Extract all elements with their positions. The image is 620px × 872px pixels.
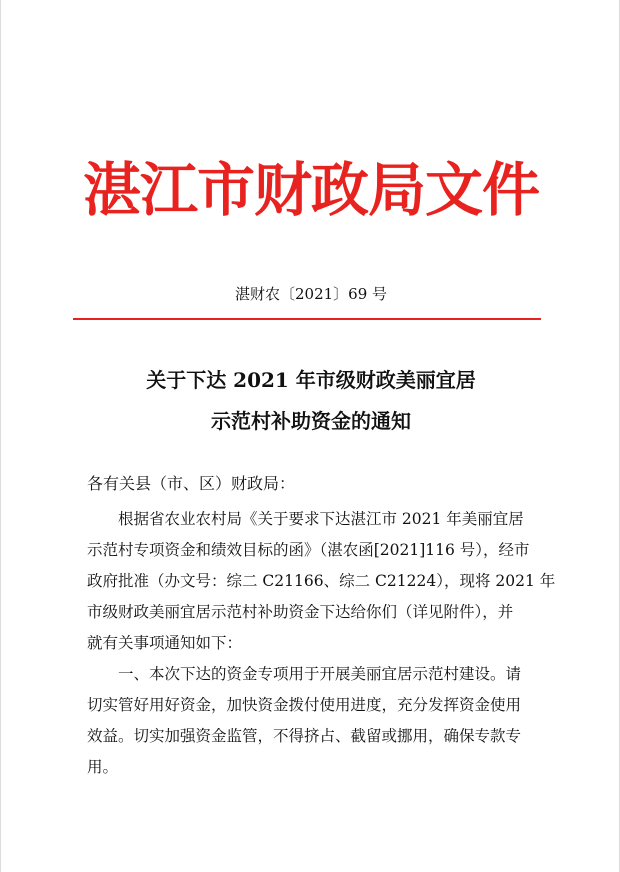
body-line-8: 效益。切实加强资金监管，不得挤占、截留或挪用，确保专款专 [87, 727, 522, 745]
body-line-1: 根据省农业农村局《关于要求下达湛江市 2021 年美丽宜居 [87, 510, 524, 528]
document-header-title: 湛江市财政局文件 [82, 156, 539, 224]
body-line-7: 切实管好用好资金，加快资金拨付使用进度，充分发挥资金使用 [87, 696, 522, 714]
document-number: 湛财农〔2021〕69 号 [234, 285, 388, 303]
body-line-6: 一、本次下达的资金专项用于开展美丽宜居示范村建设。请 [87, 665, 522, 683]
notice-title-line-1: 关于下达 2021 年市级财政美丽宜居 [146, 368, 476, 392]
body-line-3: 政府批准（办文号：综二 C21166、综二 C21224），现将 2021 年 [87, 572, 556, 590]
body-line-9: 用。 [87, 758, 119, 776]
body-line-4: 市级财政美丽宜居示范村补助资金下达给你们（详见附件），并 [87, 603, 514, 621]
body-line-2: 示范村专项资金和绩效目标的函》（湛农函[2021]116 号），经市 [87, 541, 530, 559]
body-line-5: 就有关事项通知如下： [87, 634, 243, 652]
red-divider-rule [73, 318, 541, 320]
salutation: 各有关县（市、区）财政局： [87, 474, 296, 493]
notice-title-line-2: 示范村补助资金的通知 [211, 409, 411, 433]
